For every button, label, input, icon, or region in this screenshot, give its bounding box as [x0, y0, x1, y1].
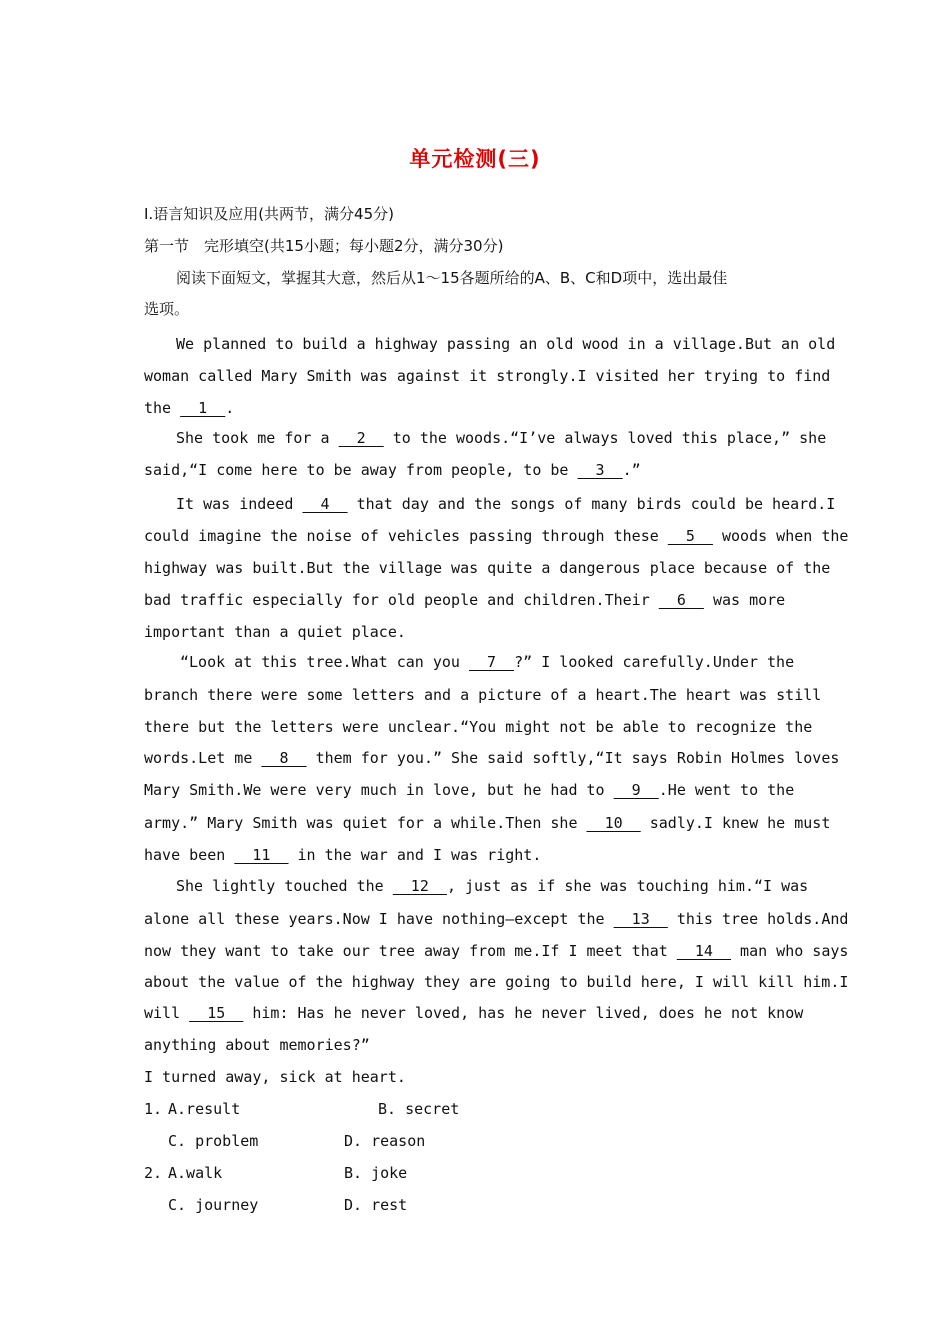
- passage-line: branch there were some letters and a picture of a heart.The heart was still: [144, 686, 822, 704]
- passage-text: “Look at this tree.What can you: [180, 653, 469, 671]
- passage-line: woman called Mary Smith was against it strongly.I visited her trying to find: [144, 367, 831, 385]
- passage-text: alone all these years.Now I have nothing—except the: [144, 910, 614, 928]
- blank-4: 4: [302, 495, 348, 513]
- blank-12: 12: [392, 877, 447, 895]
- passage-text: .He went to the: [658, 781, 795, 799]
- blank-5: 5: [667, 527, 713, 545]
- passage-line: [144, 1003, 803, 1023]
- instructions-line-1: 阅读下面短文，掌握其大意，然后从1～15各题所给的A、B、C和D项中，选出最佳: [176, 269, 728, 287]
- option-c: C. problem: [168, 1132, 259, 1150]
- passage-text: .: [225, 399, 235, 417]
- passage-line: We planned to build a highway passing an old wood in a village.But an old: [176, 335, 836, 353]
- passage-line: [176, 428, 826, 448]
- part-header: 第一节 完形填空(共15小题；每小题2分，满分30分): [144, 237, 504, 255]
- passage-line: there but the letters were unclear.“You might not be able to recognize the: [144, 718, 813, 736]
- passage-line: highway was built.But the village was quite a dangerous place because of the: [144, 559, 831, 577]
- blank-9: 9: [613, 781, 659, 799]
- blank-14: 14: [676, 942, 732, 960]
- passage-text: man who says: [731, 942, 849, 960]
- passage-text: , just as if she was touching him.“I was: [446, 877, 809, 895]
- passage-line: [180, 652, 794, 672]
- passage-text: the: [144, 399, 181, 417]
- passage-text: .”: [622, 461, 641, 479]
- page-title: 单元检测(三): [409, 147, 541, 171]
- passage-line: I turned away, sick at heart.: [144, 1068, 406, 1086]
- passage-line: important than a quiet place.: [144, 623, 406, 641]
- passage-text: She took me for a: [176, 429, 339, 447]
- passage-line: anything about memories?”: [144, 1036, 370, 1054]
- passage-line: [144, 780, 794, 800]
- section-header: Ⅰ.语言知识及应用(共两节，满分45分): [144, 205, 394, 223]
- blank-10: 10: [586, 814, 641, 832]
- blank-3: 3: [577, 461, 623, 479]
- option-d: D. rest: [344, 1196, 408, 1214]
- option-c: C. journey: [168, 1196, 259, 1214]
- question-number: 2.: [144, 1164, 163, 1182]
- passage-line: [144, 909, 848, 929]
- blank-8: 8: [261, 749, 307, 767]
- blank-11: 11: [234, 846, 289, 864]
- passage-text: was more: [703, 591, 786, 609]
- blank-7: 7: [468, 653, 515, 671]
- passage-line: [144, 590, 785, 610]
- blank-2: 2: [338, 429, 384, 447]
- option-b: B. secret: [378, 1100, 460, 1118]
- passage-text: Mary Smith.We were very much in love, but he had to: [144, 781, 614, 799]
- passage-text: him: Has he never loved, has he never lived, does he not know: [243, 1004, 804, 1022]
- passage-line: [176, 494, 835, 514]
- blank-6: 6: [658, 591, 704, 609]
- blank-13: 13: [613, 910, 668, 928]
- passage-text: ?” I looked carefully.Under the: [514, 653, 795, 671]
- passage-text: words.Let me: [144, 749, 262, 767]
- passage-text: them for you.” She said softly,“It says Robin Holmes loves: [306, 749, 840, 767]
- passage-line: [176, 876, 808, 896]
- passage-text: She lightly touched the: [176, 877, 393, 895]
- passage-line: [144, 398, 234, 418]
- passage-text: It was indeed: [176, 495, 303, 513]
- passage-line: [144, 941, 848, 961]
- passage-line: [144, 845, 541, 865]
- passage-line: [144, 748, 839, 768]
- instructions-line-2: 选项。: [144, 300, 190, 318]
- passage-text: bad traffic especially for old people and children.Their: [144, 591, 659, 609]
- passage-text: this tree holds.And: [667, 910, 849, 928]
- passage-text: that day and the songs of many birds could be heard.I: [347, 495, 836, 513]
- passage-line: [144, 460, 641, 480]
- passage-text: will: [144, 1004, 190, 1022]
- passage-text: said,“I come here to be away from people, to be: [144, 461, 578, 479]
- option-a: A.walk: [168, 1164, 223, 1182]
- passage-text: have been: [144, 846, 235, 864]
- option-d: D. reason: [344, 1132, 426, 1150]
- option-a: A.result: [168, 1100, 241, 1118]
- passage-text: sadly.I knew he must: [640, 814, 831, 832]
- passage-text: now they want to take our tree away from me.If I meet that: [144, 942, 677, 960]
- passage-text: woods when the: [712, 527, 849, 545]
- blank-15: 15: [189, 1004, 244, 1022]
- passage-line: about the value of the highway they are going to build here, I will kill him.I: [144, 973, 849, 991]
- question-number: 1.: [144, 1100, 163, 1118]
- passage-line: [144, 813, 830, 833]
- passage-text: to the woods.“I’ve always loved this place,” she: [383, 429, 827, 447]
- passage-text: in the war and I was right.: [288, 846, 542, 864]
- passage-text: army.” Mary Smith was quiet for a while.Then she: [144, 814, 587, 832]
- blank-1: 1: [180, 399, 226, 417]
- option-b: B. joke: [344, 1164, 408, 1182]
- passage-line: [144, 526, 848, 546]
- passage-text: could imagine the noise of vehicles passing through these: [144, 527, 668, 545]
